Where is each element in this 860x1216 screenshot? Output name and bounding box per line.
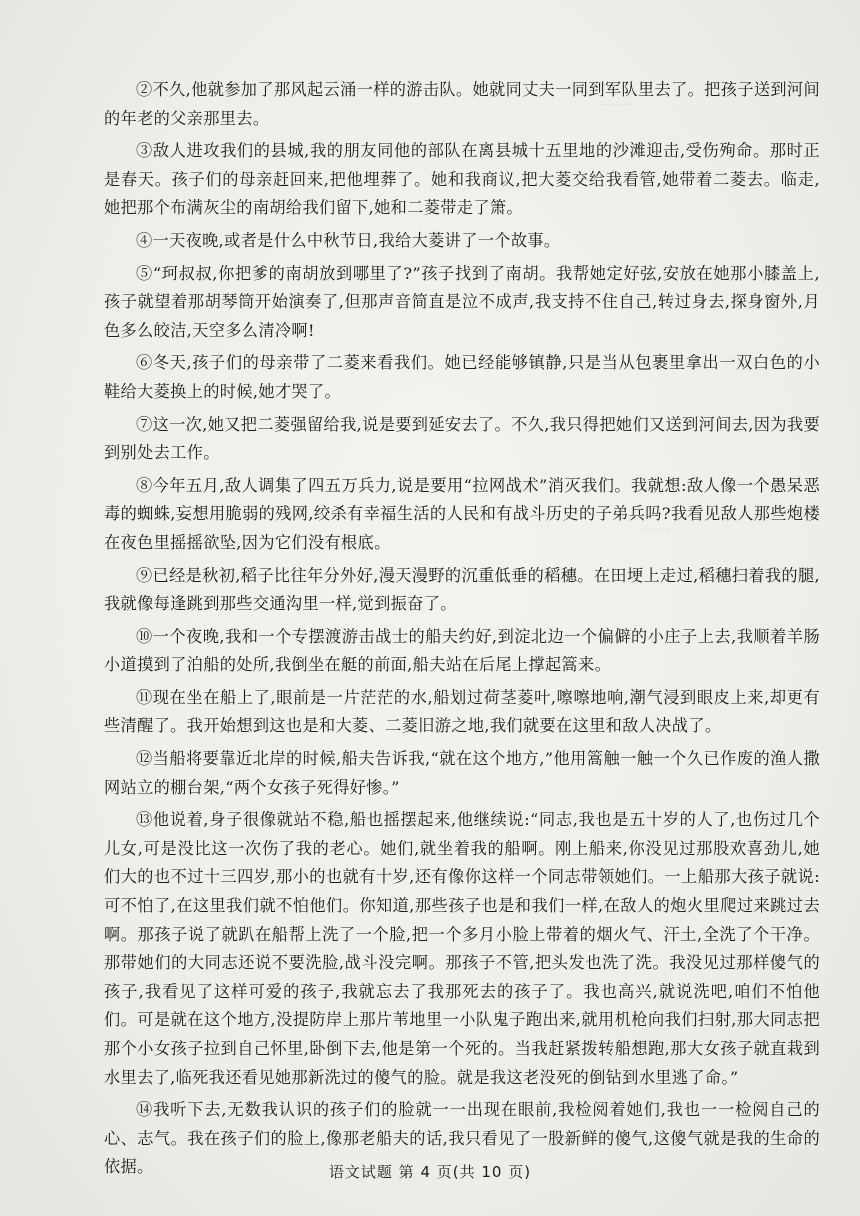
paragraph-4: ④一天夜晚,或者是什么中秋节日,我给大菱讲了一个故事。 [136, 230, 561, 250]
paragraph-2: ②不久,他就参加了那风起云涌一样的游击队。她就同丈夫一同到军队里去了。把孩子送到河间的年老的父亲那里去。 [104, 80, 820, 128]
paragraph-12: ⑫当船将要靠近北岸的时候,船夫告诉我,“就在这个地方,”他用篙触一触一个久已作废的渔人撒网站立的棚台架,“两个女孩子死得好惨。” [104, 749, 820, 797]
paragraph-13: ⑬他说着,身子很像就站不稳,船也摇摆起来,他继续说:“同志,我也是五十岁的人了,也伤过几个儿女,可是没比这一次伤了我的老心。她们,就坐着我的船啊。刚上船来,你没见过那股欢喜劲儿,她们大的也不过十三四岁,那小的也就有十岁,还有像你这样一个同志带领她们。一上船那大孩子就说:可不怕了,在这里我们就不怕他们。你知道,那些孩子也是和我们一样,在敌人的炮火里爬过来跳过去啊。那孩子说了就趴在船帮上洗了一个脸,把一个多月小脸上带着的烟火气、汗土,全洗了个干净。那带她们的大同志还说不要洗脸,战斗没完啊。那孩子不管,把头发也洗了洗。我没见过那样傻气的孩子,我看见了这样可爱的孩子,我就忘去了我那死去的孩子了。我也高兴,就说洗吧,咱们不怕他们。可是就在这个地方,没提防岸上那片苇地里一小队鬼子跑出来,就用机枪向我们扫射,那大同志把那个小女孩子拉到自己怀里,卧倒下去,他是第一个死的。当我赶紧拨转船想跑,那大女孩子就直栽到水里去了,临死我还看见她那新洗过的傻气的脸。就是我这老没死的倒钻到水里逃了命。” [104, 810, 820, 1087]
passage [104, 76, 820, 1186]
paragraph-9: ⑨已经是秋初,稻子比往年分外好,漫天漫野的沉重低垂的稻穗。在田埂上走过,稻穗扫着我的腿,我就像每逢跳到那些交通沟里一样,觉到振奋了。 [104, 565, 820, 614]
paragraph-3: ③敌人进攻我们的县城,我的朋友同他的部队在离县城十五里地的沙滩迎击,受伤殉命。那时正是春天。孩子们的母亲赶回来,把他埋葬了。她和我商议,把大菱交给我看管,她带着二菱去。临走,她把那个布满灰尘的南胡给我们留下,她和二菱带走了箫。 [104, 141, 820, 218]
paragraph-10: ⑩一个夜晚,我和一个专摆渡游击战士的船夫约好,到淀北边一个偏僻的小庄子上去,我顺着羊肠小道摸到了泊船的处所,我倒坐在艇的前面,船夫站在后尾上撑起篙来。 [104, 626, 820, 675]
paragraph-5: ⑤“珂叔叔,你把爹的南胡放到哪里了?”孩子找到了南胡。我帮她定好弦,安放在她那小膝盖上,孩子就望着那胡琴筒开始演奏了,但那声音简直是泣不成声,我支持不住自己,转过身去,探身窗外,月色多么皎洁,天空多么清冷啊! [104, 263, 820, 340]
paragraph-11: ⑪现在坐在船上了,眼前是一片茫茫的水,船划过荷茎菱叶,嚓嚓地响,潮气浸到眼皮上来,却更有些清醒了。我开始想到这也是和大菱、二菱旧游之地,我们就要在这里和敌人决战了。 [104, 687, 820, 736]
bleed-through-text: 一 一 [640, 524, 671, 539]
paragraph-8: ⑧今年五月,敌人调集了四五万兵力,说是要用“拉网战术”消灭我们。我就想:敌人像一个愚呆恶毒的蜘蛛,妄想用脆弱的残网,绞杀有幸福生活的人民和有战斗历史的子弟兵吗?我看见敌人那些炮楼在夜色里摇摇欲坠,因为它们没有根底。 [104, 475, 820, 552]
paragraph-14: ⑭我听下去,无数我认识的孩子们的脸就一一出现在眼前,我检阅着她们,我也一一检阅自己的心、志气。我在孩子们的脸上,像那老船夫的话,我只看见了一股新鲜的傻气,这傻气就是我的生命的依据。 [104, 1100, 820, 1177]
page-footer: 语文试题 第 4 页(共 10 页) [328, 1163, 532, 1181]
paragraph-6: ⑥冬天,孩子们的母亲带了二菱来看我们。她已经能够镇静,只是当从包裹里拿出一双白色的小鞋给大菱换上的时候,她才哭了。 [104, 353, 820, 401]
paragraph-7: ⑦这一次,她又把二菱强留给我,说是要到延安去了。不久,我只得把她们又送到河间去,因为我要到别处去工作。 [104, 414, 820, 463]
bleed-through-text: 一 一 [600, 99, 631, 114]
